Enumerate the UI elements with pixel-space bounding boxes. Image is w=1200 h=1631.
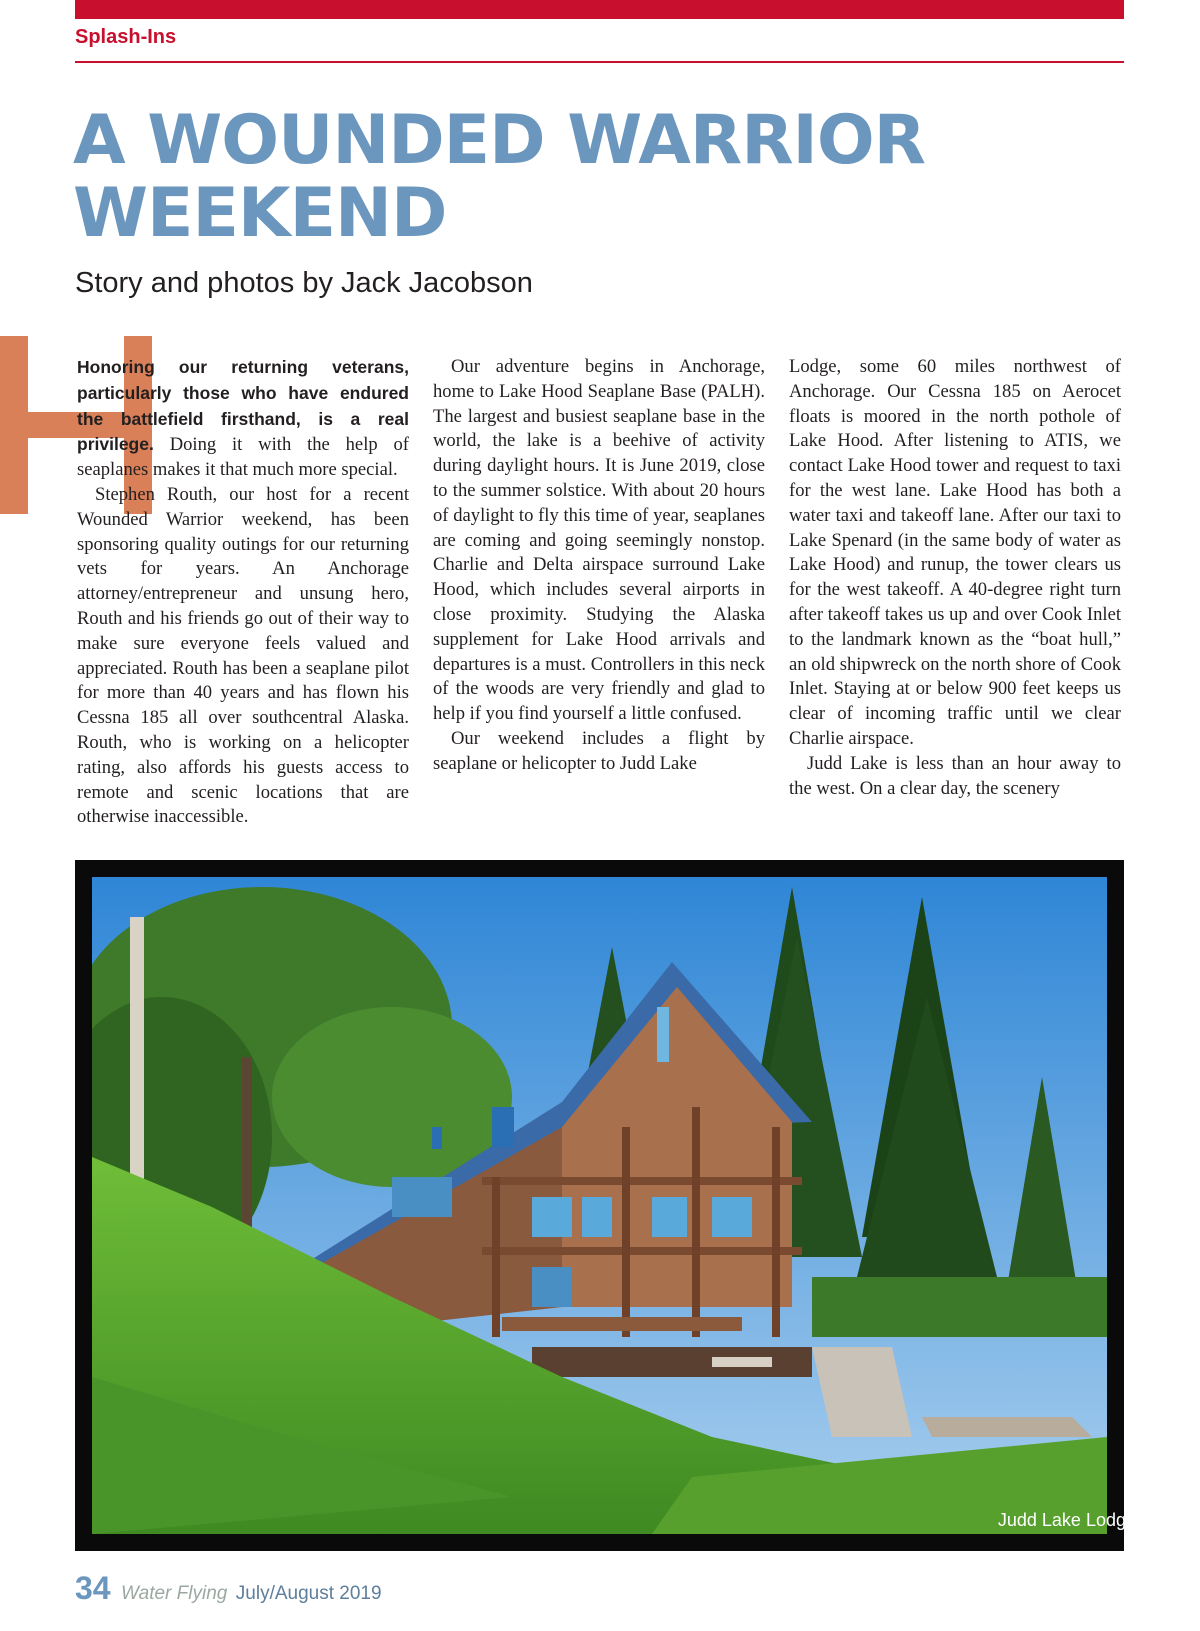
- lead-paragraph: [77, 355, 409, 483]
- top-accent-bar: [75, 0, 1124, 19]
- body-paragraph: Judd Lake is less than an hour away to the west. On a clear day, the scenery: [789, 752, 1121, 799]
- page-number: 34: [75, 1570, 111, 1606]
- article-column-1: [77, 355, 409, 830]
- article-column-2: [433, 355, 765, 777]
- magazine-name: Water Flying: [121, 1583, 228, 1604]
- article-title: A WOUNDED WARRIOR WEEKEND: [73, 101, 926, 253]
- photo-frame: [75, 860, 1124, 1551]
- section-divider: [75, 61, 1124, 63]
- body-paragraph: Our weekend includes a flight by seaplane or helicopter to Judd Lake: [433, 727, 765, 774]
- lead-continuation: Doing it with the help of seaplanes makes it that much more special.: [77, 434, 409, 481]
- body-paragraph: Lodge, some 60 miles northwest of Anchorage. Our Cessna 185 on Aerocet floats is moored in the north pothole of Lake Hood. After listening to ATIS, we contact Lake Hood tower and request to taxi for the west lane. Lake Hood has both a water taxi and takeoff lane. After our taxi to Lake Spenard (in the same body of water as Lake Hood) and runup, the tower clears us for the west takeoff. A 40-degree right turn after takeoff takes us up and over Cook Inlet to the landmark known as the “boat hull,” an old shipwreck on the north shore of Cook Inlet. Staying at or below 900 feet keeps us clear of incoming traffic until we clear Charlie airspace.: [789, 356, 1121, 749]
- body-paragraph: Our adventure begins in Anchorage, home to Lake Hood Seaplane Base (PALH). The largest and busiest seaplane base in the world, the lake is a beehive of activity during daylight hours. It is June 2019, close to the summer solstice. With about 20 hours of daylight to fly this time of year, seaplanes are coming and going seemingly nonstop. Charlie and Delta airspace surround Lake Hood, which includes several airports in close proximity. Studying the Alaska supplement for Lake Hood arrivals and departures is a must. Controllers in this neck of the woods are very friendly and glad to help if you find yourself a little confused.: [433, 356, 765, 725]
- page-footer: [75, 1570, 382, 1607]
- lodge-photo: [92, 877, 1107, 1534]
- issue-date: July/August 2019: [235, 1583, 382, 1604]
- photo-caption: Judd Lake Lodge: [997, 1510, 1136, 1530]
- article-column-3: [789, 355, 1121, 801]
- body-paragraph: Stephen Routh, our host for a recent Wounded Warrior weekend, has been sponsoring quality outings for our returning vets for years. An Anchorage attorney/entrepreneur and unsung hero, Routh and his friends go out of their way to make sure everyone feels valued and appreciated. Routh has been a seaplane pilot for more than 40 years and has flown his Cessna 185 all over southcentral Alaska. Routh, who is working on a helicopter rating, also affords his guests access to remote and scenic locations that are otherwise inaccessible.: [77, 483, 409, 828]
- section-label: Splash-Ins: [75, 26, 177, 48]
- byline: Story and photos by Jack Jacobson: [75, 267, 533, 299]
- lead-text: Honoring our returning veterans, particularly those who have endured the battlefield firsthand, is a real privilege.: [77, 357, 409, 455]
